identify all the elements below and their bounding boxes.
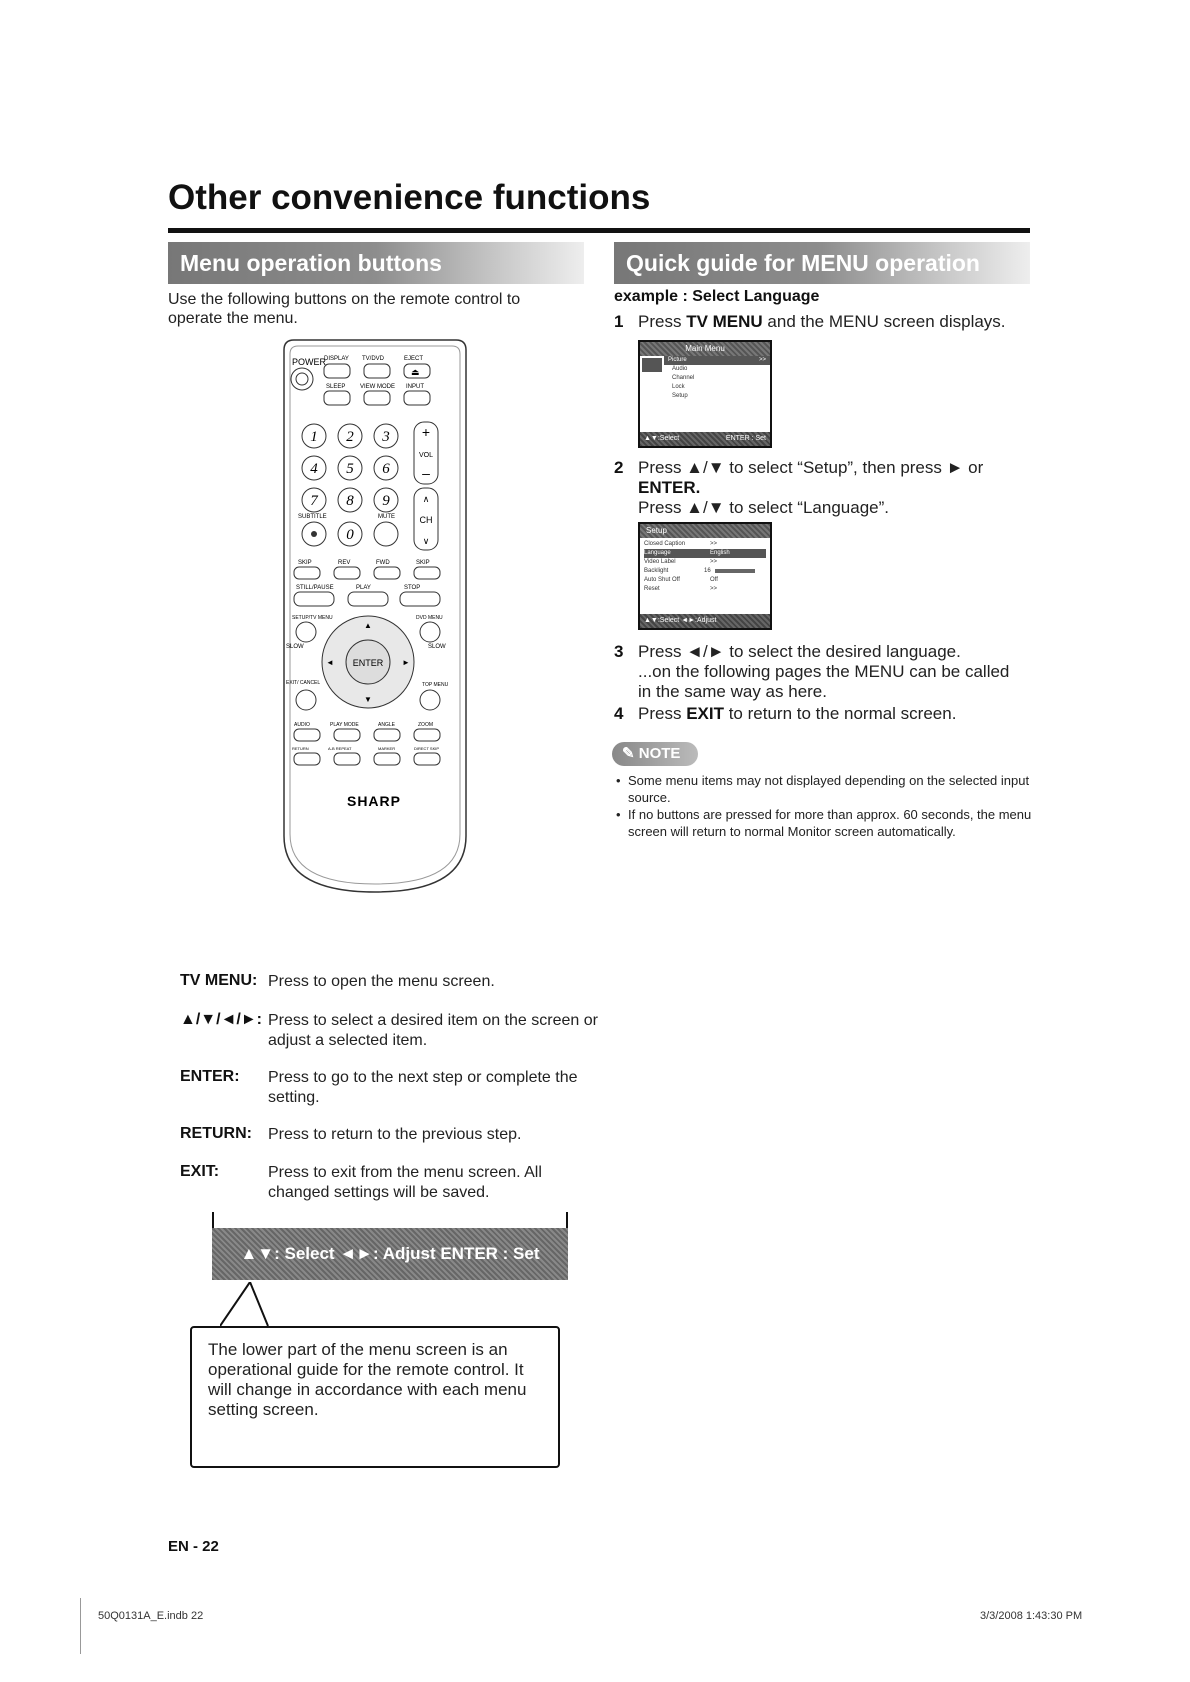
- digit-1: 1: [310, 429, 318, 445]
- main-menu-header: Main Menu: [640, 342, 770, 356]
- step-1-number: 1: [614, 312, 624, 331]
- slow-left-label: SLOW: [286, 644, 304, 650]
- direct-skip-label: DIRECT SKIP: [414, 746, 440, 751]
- step-2-text: Press ▲/▼ to select “Setup”, then press ► or ENTER. Press ▲/▼ to select “Language”.: [638, 458, 984, 517]
- menu-item-channel[interactable]: Channel: [672, 375, 695, 381]
- footer-timestamp: 3/3/2008 1:43:30 PM: [980, 1610, 1083, 1622]
- subtitle-label: SUBTITLE: [298, 514, 327, 520]
- def-desc-exit: Press to exit from the menu screen. All changed settings will be saved.: [268, 1164, 542, 1201]
- exit-cancel-label: EXIT/ CANCEL: [286, 680, 321, 686]
- setup-row-closed-caption[interactable]: Closed Caption >>: [644, 541, 718, 547]
- mute-label: MUTE: [378, 514, 395, 520]
- svg-text:+: +: [421, 424, 431, 440]
- menu-icon: [642, 358, 662, 372]
- return-label: RETURN: [292, 746, 309, 751]
- tvdvd-label: TV/DVD: [362, 356, 385, 362]
- setup-menu-header: Setup: [640, 524, 770, 538]
- eject-label: EJECT: [404, 356, 424, 362]
- svg-text:◄: ◄: [326, 658, 334, 667]
- def-desc-return: Press to return to the previous step.: [268, 1126, 522, 1143]
- svg-text:▼: ▼: [364, 695, 372, 704]
- menu-item-picture[interactable]: Picture >>: [664, 356, 770, 365]
- still-pause-label: STILL/PAUSE: [296, 585, 334, 591]
- def-desc-arrows: Press to select a desired item on the screen or adjust a selected item.: [268, 1012, 598, 1049]
- play-mode-label: PLAY MODE: [330, 722, 359, 728]
- svg-text:►: ►: [402, 658, 410, 667]
- section-heading-quick-guide: Quick guide for MENU operation: [614, 242, 1030, 284]
- ab-repeat-label: A-B REPEAT: [328, 746, 352, 751]
- step-4-number: 4: [614, 704, 624, 723]
- menu-item-lock[interactable]: Lock: [672, 384, 685, 390]
- digit-7: 7: [310, 493, 318, 509]
- skip-back-label: SKIP: [298, 560, 312, 566]
- svg-text:⏏: ⏏: [411, 367, 420, 377]
- setup-row-video-label[interactable]: Video Label >>: [644, 559, 718, 565]
- play-label: PLAY: [356, 585, 371, 591]
- digit-0: 0: [346, 527, 354, 543]
- setup-menu-footer: ▲▼:Select ◄►:Adjust: [640, 614, 770, 628]
- footer-filename: 50Q0131A_E.indb 22: [98, 1610, 204, 1622]
- stop-label: STOP: [404, 585, 421, 591]
- setup-menu-screen: [638, 522, 772, 630]
- enter-label: ENTER: [352, 658, 384, 668]
- def-desc-enter: Press to go to the next step or complete the setting.: [268, 1069, 578, 1106]
- note-item: • If no buttons are pressed for more than approx. 60 seconds, the menu screen will return to normal Monitor screen automatically.: [614, 806, 1034, 840]
- skip-fwd-label: SKIP: [416, 560, 430, 566]
- ch-label: CH: [419, 515, 433, 525]
- power-label: POWER: [292, 357, 327, 367]
- audio-label: AUDIO: [294, 722, 310, 728]
- operation-guide-bar: ▲▼: Select ◄►: Adjust ENTER : Set: [212, 1228, 568, 1280]
- input-label: INPUT: [406, 384, 424, 390]
- digit-9: 9: [382, 493, 390, 509]
- setup-tv-menu-label: SETUP/TV MENU: [292, 615, 333, 621]
- setup-row-auto-shut-off[interactable]: Auto Shut Off Off: [644, 577, 718, 583]
- digit-4: 4: [310, 461, 318, 477]
- brand-logo: SHARP: [346, 793, 402, 809]
- step-2-number: 2: [614, 458, 624, 477]
- pencil-icon: ✎: [622, 745, 635, 762]
- main-menu-screen: [638, 340, 772, 448]
- note-badge: ✎ NOTE: [612, 742, 698, 766]
- setup-row-language[interactable]: Language English: [644, 549, 766, 558]
- title-rule: [168, 228, 1030, 233]
- page-title: Other convenience functions: [168, 178, 651, 217]
- step-4-text: Press EXIT to return to the normal screen.: [638, 704, 957, 723]
- def-desc-tv-menu: Press to open the menu screen.: [268, 973, 495, 990]
- callout-pointer: [220, 1282, 280, 1328]
- setup-row-backlight[interactable]: Backlight 16: [644, 567, 766, 576]
- note-item: • Some menu items may not displayed depending on the selected input source.: [614, 772, 1034, 806]
- display-label: DISPLAY: [324, 356, 349, 362]
- menu-item-audio[interactable]: Audio: [672, 366, 688, 372]
- digit-5: 5: [346, 461, 354, 477]
- svg-text:∨: ∨: [422, 536, 430, 546]
- digit-2: 2: [346, 429, 354, 445]
- slow-right-label: SLOW: [428, 644, 446, 650]
- footer-margin-line: [80, 1598, 81, 1654]
- svg-text:▲: ▲: [364, 621, 372, 630]
- viewmode-label: VIEW MODE: [360, 384, 396, 390]
- dvd-menu-label: DVD MENU: [416, 615, 443, 621]
- sleep-label: SLEEP: [326, 384, 346, 390]
- guide-callout-box: The lower part of the menu screen is an operational guide for the remote control. It will change in accordance with each menu setting screen.: [190, 1326, 560, 1468]
- rev-label: REV: [338, 560, 351, 566]
- remote-control-illustration: [280, 336, 470, 896]
- svg-text:∧: ∧: [422, 494, 430, 504]
- main-menu-footer: ▲▼:Select ENTER : Set: [640, 432, 770, 446]
- step-3-number: 3: [614, 642, 624, 661]
- def-term-arrows: ▲/▼/◄/►:: [180, 1011, 263, 1028]
- menu-item-setup[interactable]: Setup: [672, 393, 688, 399]
- top-menu-label: TOP MENU: [422, 682, 449, 688]
- angle-label: ANGLE: [378, 722, 395, 728]
- intro-text: Use the following buttons on the remote control to operate the menu.: [168, 291, 521, 327]
- section-heading-menu-operation-buttons: Menu operation buttons: [168, 242, 584, 284]
- zoom-label: ZOOM: [418, 722, 433, 728]
- page-number: EN - 22: [168, 1538, 219, 1555]
- digit-6: 6: [382, 461, 390, 477]
- def-term-tv-menu: TV MENU:: [180, 972, 258, 989]
- step-3-text: Press ◄/► to select the desired language. ...on the following pages the MENU can be called in the same way as here.: [638, 642, 1010, 701]
- marker-label: MARKER: [378, 746, 396, 751]
- def-term-exit: EXIT:: [180, 1163, 220, 1180]
- digit-8: 8: [346, 493, 354, 509]
- setup-row-reset[interactable]: Reset >>: [644, 586, 718, 592]
- example-heading: example : Select Language: [614, 288, 820, 305]
- vol-label: VOL: [418, 452, 434, 459]
- note-list: [614, 772, 1034, 840]
- def-term-enter: ENTER:: [180, 1068, 240, 1085]
- def-term-return: RETURN:: [180, 1125, 252, 1142]
- step-1-text: Press TV MENU and the MENU screen displays.: [638, 312, 1006, 331]
- digit-3: 3: [382, 429, 390, 445]
- svg-text:–: –: [422, 465, 430, 481]
- fwd-label: FWD: [376, 560, 390, 566]
